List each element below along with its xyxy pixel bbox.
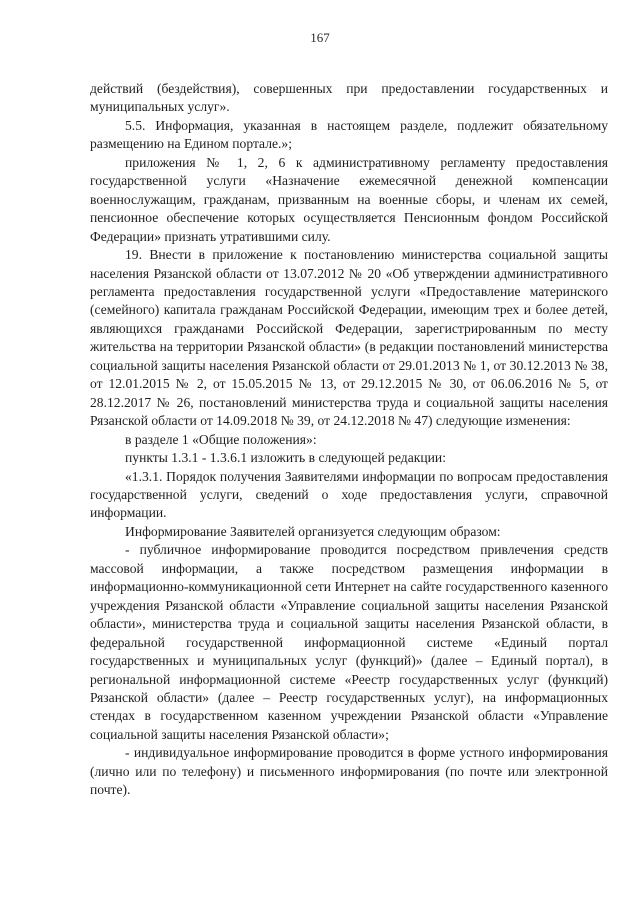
page-number: 167 xyxy=(310,30,330,45)
paragraph-items: пункты 1.3.1 - 1.3.6.1 изложить в следующей редакции: xyxy=(125,450,446,466)
paragraph-continuation: действий (бездействия), совершенных при предоставлении государственных и муниципальных услуг». xyxy=(90,81,608,115)
paragraph-informing: Информирование Заявителей организуется следующим образом: xyxy=(125,523,501,539)
paragraph-1-3-1: «1.3.1. Порядок получения Заявителями информации по вопросам предоставления государственной услуги, сведений о ходе предоставления услуги, справочной информации. xyxy=(90,468,608,521)
paragraph-individual-informing: - индивидуальное информирование проводится в форме устного информирования (лично или по телефону) и письменного информирования (по почте или электронной почте). xyxy=(90,745,608,798)
paragraph-19: 19. Внести в приложение к постановлению министерства социальной защиты населения Рязанской области от 13.07.2012 № 20 «Об утверждении административного регламента предоставления государственной услуги «Предоставление материнского (семейного) капитала гражданам Российской Федерации, имеющим трех и более детей, являющихся гражданами Российской Федерации, зарегистрированным по месту жительства на территории Рязанской области» (в редакции постановлений министерства социальной защиты населения Рязанской области от 29.01.2013 № 1, от 30.12.2013 № 38, от 12.01.2015 № 2, от 15.05.2015 № 13, от 29.12.2015 № 30, от 06.06.2016 № 5, от 28.12.2017 № 26, постановлений министерства труда и социальной защиты населения Рязанской области от 14.09.2018 № 39, от 24.12.2018 № 47) следующие изменения: xyxy=(90,247,608,429)
paragraph-5-5: 5.5. Информация, указанная в настоящем разделе, подлежит обязательному размещению на Едином портале.»; xyxy=(90,117,608,152)
paragraph-public-informing: - публичное информирование проводится посредством привлечения средств массовой информации, а также посредством размещения информации в информационно-коммуникационной сети Интернет на сайте государственного казенного учреждения Рязанской области «Управление социальной защиты населения Рязанской области», министерства труда и социальной защиты населения Рязанской области, в федеральной государственной информационной системе «Единый портал государственных и муниципальных услуг (функций)» (далее – Единый портал), в региональной информационной системе «Реестр государственных услуг (функций) Рязанской области» (далее – Реестр государственных услуг), на информационных стендах в государственном казенном учреждении Рязанской области «Управление социальной защиты населения Рязанской области»; xyxy=(90,542,608,742)
paragraph-section-1: в разделе 1 «Общие положения»: xyxy=(125,431,317,447)
paragraph-appendices-repeal: приложения № 1, 2, 6 к административному регламенту предоставления государственной услуги «Назначение ежемесячной денежной компенсации военнослужащим, гражданам, призванным на военные сборы, и членам их семей, пенсионное обеспечение которых осуществляется Пенсионным фондом Российской Федерации» признать утратившими силу. xyxy=(90,154,608,244)
document-body xyxy=(90,80,608,800)
